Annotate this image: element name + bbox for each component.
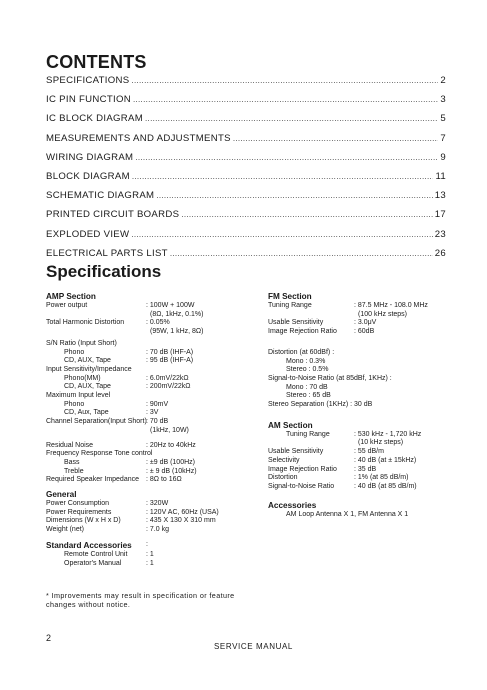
spec-value: : 1: [146, 559, 154, 567]
fm-section-heading: FM Section: [268, 292, 312, 301]
spec-value: : 90mV: [146, 400, 169, 408]
spec-value: : 70 dB (IHF-A): [146, 348, 194, 356]
spec-label: CD, Aux, Tape: [64, 409, 109, 417]
footer-label: SERVICE MANUAL: [214, 642, 293, 651]
spec-value: : 435 X 130 X 310 mm: [146, 517, 216, 525]
spec-label: Input Sensitivity/Impedance: [46, 365, 132, 373]
spec-label: Phono: [64, 400, 85, 408]
spec-label: Operator's Manual: [64, 559, 122, 567]
spec-value: : 100W + 100W: [146, 302, 195, 309]
spec-label: Distortion: [268, 474, 298, 482]
spec-value: : 8Ω to 16Ω: [146, 476, 182, 484]
spec-label: Weight (net): [46, 526, 84, 534]
spec-value: (95W, 1 kHz, 8Ω): [150, 328, 204, 336]
spec-label: Maximum Input level: [46, 392, 111, 400]
spec-label: Image Rejection Ratio: [268, 465, 337, 473]
spec-label: Distortion (at 60dBf) :: [268, 348, 335, 356]
spec-label: Stereo Separation (1KHz) : 30 dB: [268, 401, 373, 409]
spec-label: Tuning Range: [268, 302, 312, 309]
spec-label: Remote Control Unit: [64, 550, 128, 558]
spec-value: : 3.0μV: [354, 319, 377, 327]
toc-entry[interactable]: SCHEMATIC DIAGRAM ..... 13: [46, 190, 446, 209]
toc-entry[interactable]: PRINTED CIRCUIT BOARDS ..... 17: [46, 209, 446, 228]
spec-label: Power output: [46, 302, 88, 309]
spec-value: : 7.0 kg: [146, 526, 169, 534]
accessories-heading: Accessories: [268, 500, 317, 510]
spec-value: (1kHz, 10W): [150, 426, 189, 434]
spec-label: Power Consumption: [46, 500, 110, 508]
spec-value: : 120V AC, 60Hz (USA): [146, 508, 219, 516]
toc-entry[interactable]: SPECIFICATIONS ..... 2: [46, 75, 446, 94]
spec-value: : 0.05%: [146, 319, 170, 327]
spec-label: Total Harmonic Distortion: [46, 319, 125, 327]
spec-value: (8Ω, 1kHz, 0.1%): [150, 310, 204, 318]
spec-value: : 40 dB (at ± 15kHz): [354, 456, 417, 464]
spec-label: Bass: [64, 458, 80, 466]
spec-label: Usable Sensitivity: [268, 448, 324, 456]
spec-label: Phono: [64, 348, 85, 356]
spec-label: Treble: [64, 467, 84, 475]
spec-value: : 55 dB/m: [354, 448, 384, 456]
specs-left-column: AMP Section Power output : 100W + 100W (8Ω, 1kHz, 0.1%) Total Harmonic Distortion : 0.05% (95W, 1 kHz, 8Ω) S/N Ratio (Input Short) Phono : 70 dB (IHF-A) CD, AUX, Tape : 95 dB (IHF-A) Input Sensitivity/Impedance Phono(MM) : 6.0mV/22kΩ CD, AUX, Tape : 200mV/22kΩ Maximum Input level Phono : 90mV CD, Aux, Tape : 3V Channel Separation(Input Short) : 70 dB (1kHz, 10W) Residual Noise : 20Hz to 40kHz Frequency Response Tone control Bass : ±9 dB (100Hz) Treble : ± 9 dB (10kHz) Required Speaker Impedance : 8Ω to 16Ω General Power Consumption : 320W Power Requirements : 120V AC, 60Hz (USA) Dimensions (W x H x D) : 435 X 130 X 310 mm Weight (net) : 7.0 kg Standard Accessories : Remote Control Unit : 1 Operator's Manual : 1: [46, 292, 266, 568]
spec-label: Selectivity: [268, 456, 300, 464]
spec-value: : 95 dB (IHF-A): [146, 357, 194, 365]
spec-value: : 1% (at 85 dB/m): [354, 474, 409, 482]
contents-title: CONTENTS: [46, 52, 147, 72]
spec-label: Power Requirements: [46, 508, 112, 516]
spec-value: : 530 kHz - 1,720 kHz: [354, 430, 422, 438]
spec-label: CD, AUX, Tape: [64, 357, 111, 365]
toc-entry[interactable]: IC PIN FUNCTION ..... 3: [46, 94, 446, 113]
am-section-heading: AM Section: [268, 420, 313, 430]
spec-label: Mono : 70 dB: [286, 383, 328, 391]
spec-label: Dimensions (W x H x D): [46, 517, 121, 525]
spec-label: Phono(MM): [64, 374, 101, 382]
spec-value: : 320W: [146, 500, 169, 508]
spec-label: Image Rejection Ratio: [268, 328, 337, 336]
spec-value: : 1: [146, 550, 154, 558]
specs-right-column: [268, 292, 473, 519]
spec-value: AM Loop Antenna X 1, FM Antenna X 1: [286, 510, 409, 518]
table-of-contents: [46, 75, 446, 267]
accessories-section-heading: Standard Accessories: [46, 540, 132, 550]
spec-label: Frequency Response Tone control: [46, 450, 153, 458]
spec-value: : 3V: [146, 409, 159, 417]
spec-value: : 20Hz to 40kHz: [146, 441, 196, 449]
page-number: 2: [46, 633, 52, 643]
spec-label: Residual Noise: [46, 441, 94, 449]
spec-value: : 200mV/22kΩ: [146, 383, 191, 391]
spec-value: : 6.0mV/22kΩ: [146, 374, 189, 382]
spec-label: Signal-to-Noise Ratio: [268, 482, 335, 490]
spec-value: : 60dB: [354, 328, 375, 336]
specifications-title: Specifications: [46, 262, 162, 281]
spec-value: (10 kHz steps): [358, 439, 404, 447]
spec-label: Signal-to-Noise Ratio (at 85dBf, 1KHz) :: [268, 374, 392, 382]
footnote: * Improvements may result in specification or feature changes without notice.: [46, 591, 235, 609]
spec-label: CD, AUX, Tape: [64, 383, 111, 391]
spec-label: Stereo : 65 dB: [286, 392, 331, 400]
spec-value: : 87.5 MHz - 108.0 MHz: [354, 302, 428, 309]
toc-entry[interactable]: ELECTRICAL PARTS LIST ..... 26: [46, 248, 446, 267]
spec-label: Stereo : 0.5%: [286, 366, 329, 374]
amp-section-heading: AMP Section: [46, 292, 96, 301]
spec-label: S/N Ratio (Input Short): [46, 339, 117, 347]
toc-entry[interactable]: MEASUREMENTS AND ADJUSTMENTS ..... 7: [46, 133, 446, 152]
toc-entry[interactable]: IC BLOCK DIAGRAM ..... 5: [46, 113, 446, 132]
spec-label: Required Speaker Impedance: [46, 476, 140, 484]
spec-label: Channel Separation(Input Short): [46, 418, 147, 426]
spec-label: Mono : 0.3%: [286, 357, 326, 365]
spec-value: : 70 dB: [146, 418, 169, 426]
general-section-heading: General: [46, 490, 77, 500]
spec-value: : 35 dB: [354, 465, 377, 473]
toc-entry[interactable]: EXPLODED VIEW ..... 23: [46, 229, 446, 248]
spec-label: Usable Sensitivity: [268, 319, 324, 327]
toc-entry[interactable]: BLOCK DIAGRAM ..... 11: [46, 171, 446, 190]
spec-label: Tuning Range: [286, 430, 330, 438]
toc-entry[interactable]: WIRING DIAGRAM ..... 9: [46, 152, 446, 171]
spec-value: (100 kHz steps): [358, 310, 408, 318]
spec-value: : 40 dB (at 85 dB/m): [354, 482, 417, 490]
spec-value: : ± 9 dB (10kHz): [146, 467, 197, 475]
spec-value: : ±9 dB (100Hz): [146, 458, 195, 466]
